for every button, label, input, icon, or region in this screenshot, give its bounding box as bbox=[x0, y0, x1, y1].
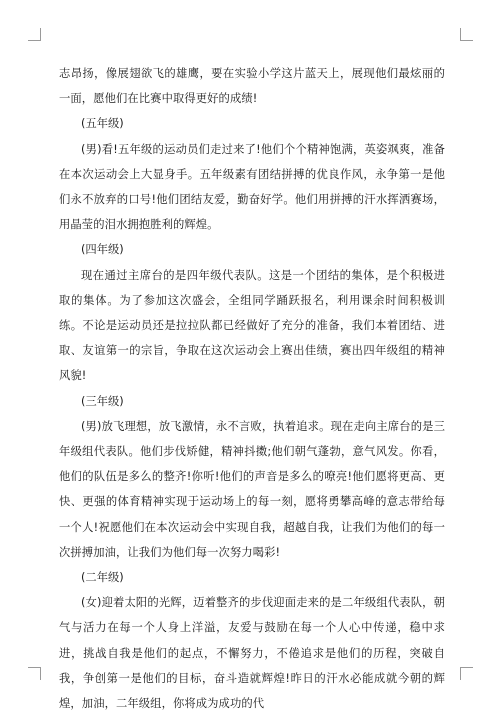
section-heading-grade4: (四年级) bbox=[81, 243, 124, 257]
paragraph-grade2: (女)迎着太阳的光辉，迈着整齐的步伐迎面走来的是二年级组代表队，朝气与活力在每一个人身上洋溢，友爱与鼓励在每一个人心中传递，稳中求进，挑战自我是他们的起点，不懈努力，不倦追求是他们的历程，突破自我，争创第一是他们的目标，奋斗造就辉煌!昨日的汗水必能成就今朝的辉煌，加油，二年级组，你将成为成功的代 bbox=[59, 596, 445, 711]
section-heading-grade5: (五年级) bbox=[81, 117, 124, 131]
document-body bbox=[59, 61, 445, 716]
crop-mark-top-left bbox=[28, 28, 41, 41]
crop-mark-top-right bbox=[460, 28, 473, 41]
section-heading-grade2: (二年级) bbox=[81, 571, 124, 585]
paragraph-grade5: (男)看!五年级的运动员们走过来了!他们个个精神饱满，英姿飒爽，准备在本次运动会上大显身手。五年级素有团结拼搏的优良作风，永争第一是他们永不放弃的口号!他们团结友爱，勤奋好学。他们用拼搏的汗水挥洒赛场，用晶莹的泪水拥抱胜利的辉煌。 bbox=[59, 142, 445, 232]
crop-mark-bottom-right bbox=[460, 667, 473, 680]
paragraph-grade4: 现在通过主席台的是四年级代表队。这是一个团结的集体，是个积极进取的集体。为了参加这次盛会，全组同学踊跃报名，利用课余时间积极训练。不论是运动员还是拉拉队都已经做好了充分的准备，我们本着团结、进取、友谊第一的宗旨，争取在这次运动会上赛出佳绩，赛出四年级组的精神风貌! bbox=[59, 268, 445, 383]
section-heading-grade3: (三年级) bbox=[81, 394, 124, 408]
paragraph-grade3: (男)放飞理想，放飞激情，永不言败，执着追求。现在走向主席台的是三年级组代表队。他们步伐矫健，精神抖擞;他们朝气蓬勃，意气风发。你看，他们的队伍是多么的整齐!你听!他们的声音是多么的嘹亮!他们愿将更高、更快、更强的体育精神实现于运动场上的每一刻，愿将勇攀高峰的意志带给每一个人!祝愿他们在本次运动会中实现自我，超越自我，让我们为他们的每一次拼搏加油，让我们为他们每一次努力喝彩! bbox=[59, 419, 445, 559]
crop-mark-bottom-left bbox=[28, 667, 41, 680]
paragraph-intro-continuation: 志昂扬，像展翅欲飞的雄鹰，要在实验小学这片蓝天上，展现他们最炫丽的一面，愿他们在比赛中取得更好的成绩! bbox=[59, 67, 445, 106]
